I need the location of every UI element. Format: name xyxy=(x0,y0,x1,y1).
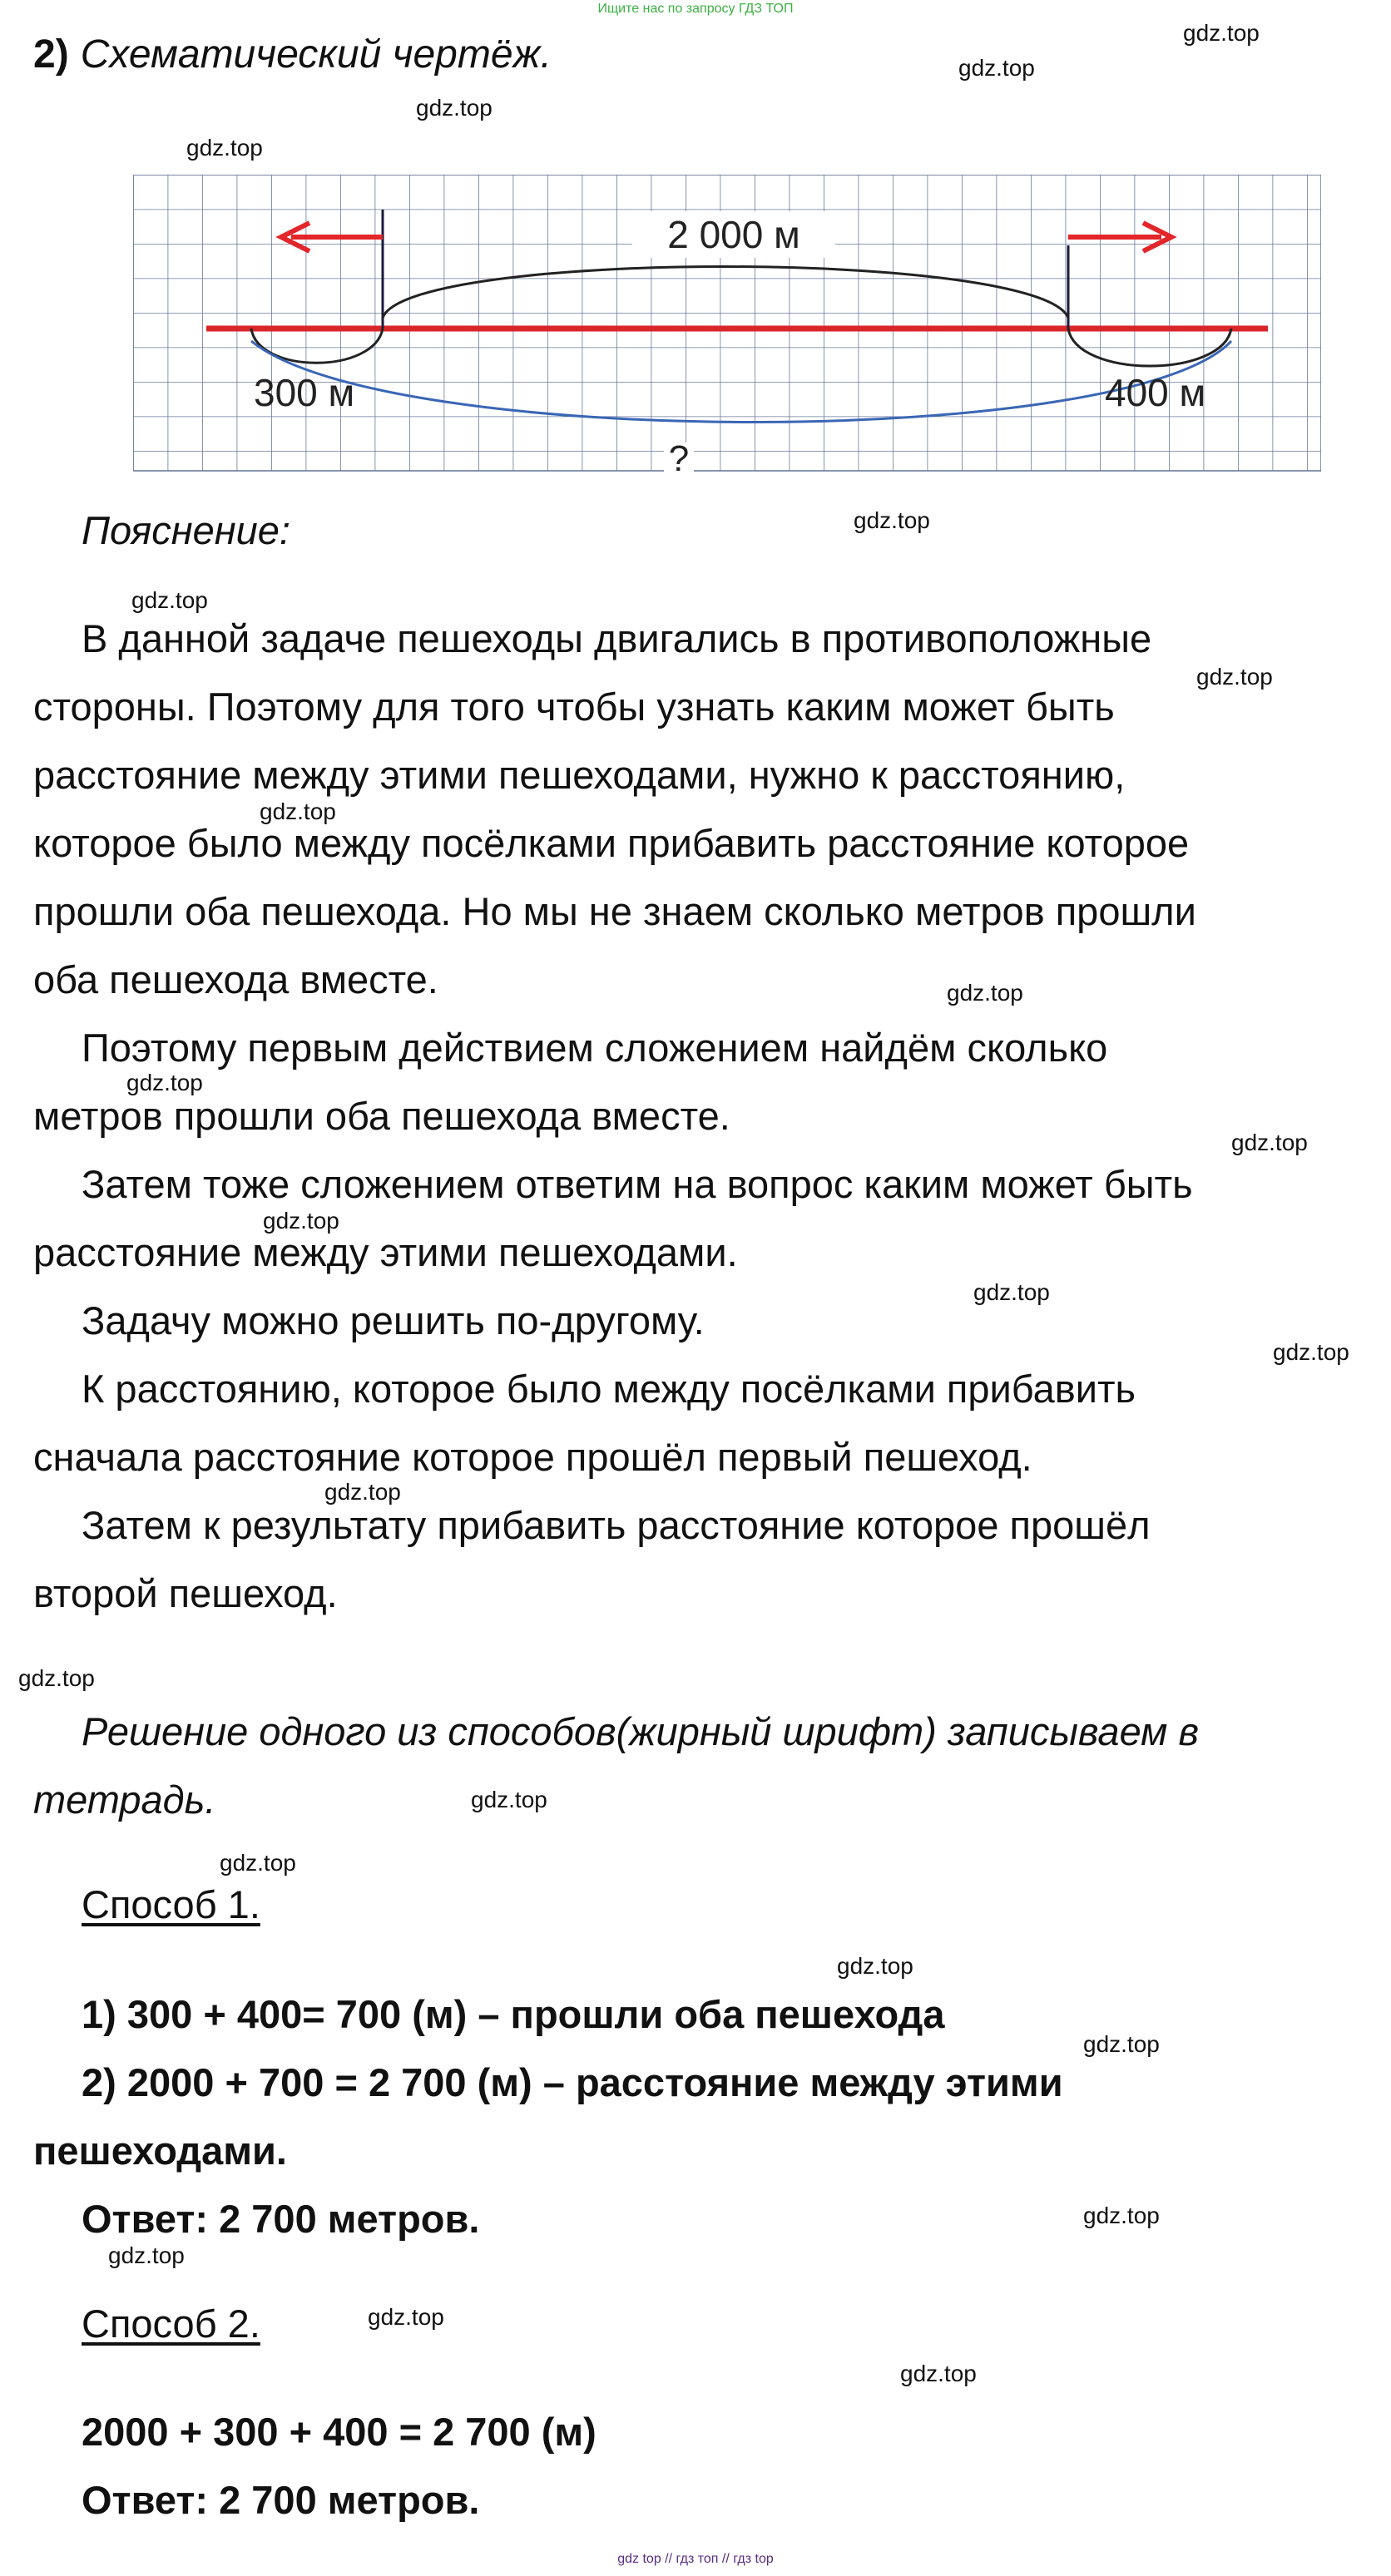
watermark: gdz.top xyxy=(108,2242,185,2268)
paragraph-line: К расстоянию, которое было между посёлками прибавить xyxy=(82,1367,1136,1411)
footer-link-gdz-top-mixed[interactable]: гдз top xyxy=(733,2552,774,2566)
watermark: gdz.top xyxy=(900,2361,977,2386)
watermark: gdz.top xyxy=(947,980,1023,1006)
watermark: gdz.top xyxy=(1273,1339,1349,1365)
footer-separator: // xyxy=(721,2552,730,2566)
paragraph-line: второй пешеход. xyxy=(33,1571,338,1615)
label-400: 400 м xyxy=(1105,371,1206,414)
watermark: gdz.top xyxy=(126,1070,203,1095)
footer-link-gdz-top-ru[interactable]: гдз топ xyxy=(676,2552,719,2566)
watermark: gdz.top xyxy=(1183,20,1260,46)
watermark: gdz.top xyxy=(324,1479,401,1505)
paragraph-line: которое было между посёлками прибавить расстояние которое xyxy=(33,821,1190,865)
watermark: gdz.top xyxy=(416,95,493,121)
paragraph-line: Задачу можно решить по-другому. xyxy=(82,1298,705,1342)
footer-separator: // xyxy=(665,2552,673,2566)
method2-step: 2000 + 300 + 400 = 2 700 (м) xyxy=(82,2410,596,2454)
paragraph-line: расстояние между этими пешеходами. xyxy=(33,1230,738,1274)
paragraph-line: В данной задаче пешеходы двигались в противоположные xyxy=(82,616,1152,660)
task-number: 2) xyxy=(33,32,69,77)
paragraph-line: сначала расстояние которое прошёл первый пешеход. xyxy=(33,1435,1032,1479)
watermark: gdz.top xyxy=(220,1850,296,1876)
watermark: gdz.top xyxy=(1231,1130,1308,1155)
watermark: gdz.top xyxy=(1083,2203,1160,2228)
label-question: ? xyxy=(668,438,690,474)
watermark: gdz.top xyxy=(18,1665,95,1691)
paragraph-line: стороны. Поэтому для того чтобы узнать каким может быть xyxy=(33,685,1115,729)
solution-note-line: Решение одного из способов(жирный шрифт) записываем в xyxy=(82,1709,1199,1753)
watermark: gdz.top xyxy=(368,2304,444,2330)
method2-title: Способ 2. xyxy=(82,2302,260,2346)
footer-links xyxy=(0,2552,1391,2567)
paragraph-line: расстояние между этими пешеходами, нужно к расстоянию, xyxy=(33,753,1126,797)
method1-title: Способ 1. xyxy=(82,1882,260,1926)
paragraph-line: метров прошли оба пешехода вместе. xyxy=(33,1094,730,1138)
watermark: gdz.top xyxy=(854,507,930,533)
watermark: gdz.top xyxy=(837,1953,913,1979)
task-title: Схематический чертёж. xyxy=(80,32,552,77)
method1-answer: Ответ: 2 700 метров. xyxy=(82,2197,480,2241)
solution-note-line: тетрадь. xyxy=(33,1777,216,1822)
watermark: gdz.top xyxy=(958,55,1035,81)
watermark: gdz.top xyxy=(1083,2031,1160,2057)
method1-step1: 1) 300 + 400= 700 (м) – прошли оба пешехода xyxy=(82,1992,945,2036)
paragraph-line: Затем тоже сложением ответим на вопрос каким может быть xyxy=(82,1162,1193,1206)
method1-step2: 2) 2000 + 700 = 2 700 (м) – расстояние между этими xyxy=(82,2060,1063,2104)
watermark: gdz.top xyxy=(1196,664,1273,690)
method1-step2-cont: пешеходами. xyxy=(33,2129,287,2173)
task-heading xyxy=(33,32,552,77)
watermark: gdz.top xyxy=(263,1208,339,1234)
method2-answer: Ответ: 2 700 метров. xyxy=(82,2478,480,2522)
schematic-diagram xyxy=(133,175,1321,474)
watermark: gdz.top xyxy=(131,587,208,613)
paragraph-line: Затем к результату прибавить расстояние которое прошёл xyxy=(82,1503,1151,1547)
paragraph-line: оба пешехода вместе. xyxy=(33,957,438,1001)
label-2000: 2 000 м xyxy=(667,213,800,256)
watermark: gdz.top xyxy=(973,1279,1050,1305)
explanation-title: Пояснение: xyxy=(82,508,290,552)
footer-link-gdz-top[interactable]: gdz top xyxy=(617,2552,661,2566)
label-300: 300 м xyxy=(254,371,355,414)
paragraph-line: Поэтому первым действием сложением найдём сколько xyxy=(82,1026,1108,1070)
top-banner[interactable]: Ищите нас по запросу ГДЗ ТОП xyxy=(597,2,794,16)
watermark: gdz.top xyxy=(471,1787,547,1812)
watermark: gdz.top xyxy=(186,135,263,161)
watermark: gdz.top xyxy=(260,799,336,824)
paragraph-line: прошли оба пешехода. Но мы не знаем сколько метров прошли xyxy=(33,889,1196,933)
